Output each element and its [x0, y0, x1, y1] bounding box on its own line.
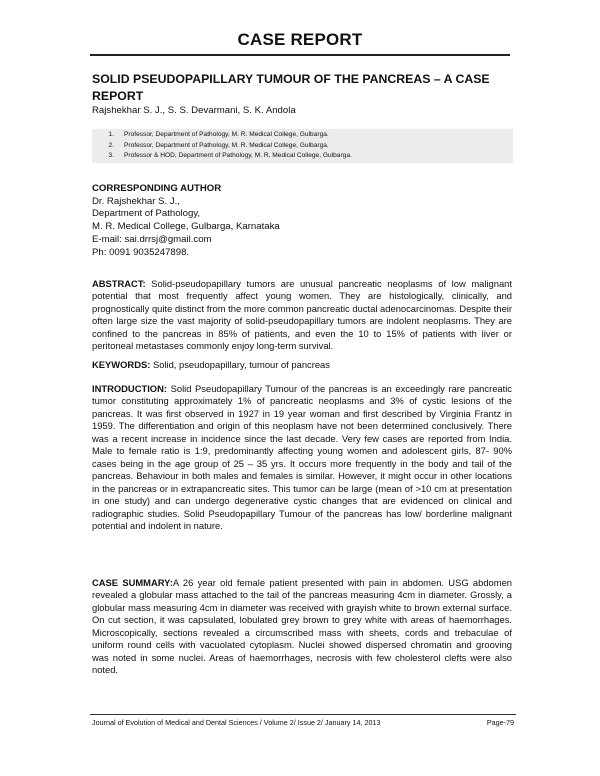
article-title: SOLID PSEUDOPAPILLARY TUMOUR OF THE PANCREAS – A CASE REPORT: [92, 72, 490, 103]
case-summary-paragraph: [92, 577, 512, 677]
case-summary-label: CASE SUMMARY:: [92, 577, 173, 588]
abstract-paragraph: [92, 278, 512, 353]
page-number: Page-79: [486, 718, 514, 727]
affiliation-text: Professor, Department of Pathology, M. R. Medical College, Gulbarga.: [124, 131, 329, 138]
affiliation-number: 2.: [108, 141, 114, 149]
section-header: CASE REPORT: [237, 30, 363, 49]
affiliation-item: [92, 141, 513, 152]
keywords-label: KEYWORDS:: [92, 359, 151, 370]
header-divider: [90, 54, 510, 56]
corresponding-author-block: [92, 183, 280, 259]
abstract-text: Solid-pseudopapillary tumors are unusual pancreatic neoplasms of low malignant potential that most frequently affect young women. They are histologically, clinically, and prognostically quite distinct from the more common pancreatic ductal adenocarcinomas. Despite their often large size the vast majority of solid-pseudopapillary tumors are indolent neoplasms. They are confined to the pancreas in 85% of patients, and even the 10 to 15% of patients with liver or peritoneal metastases commonly enjoy long-term survival.: [92, 278, 512, 352]
affiliation-item: [92, 130, 513, 141]
keywords-text: Solid, pseudopapillary, tumour of pancreas: [150, 359, 330, 370]
introduction-paragraph: [92, 383, 512, 532]
corresponding-author-name: Dr. Rajshekhar S. J.,: [92, 195, 180, 207]
affiliation-text: Professor, Department of Pathology, M. R. Medical College, Gulbarga.: [124, 141, 329, 149]
keywords-paragraph: [92, 359, 512, 371]
introduction-text: Solid Pseudopapillary Tumour of the pancreas is an exceedingly rare pancreatic tumor constituting approximately 1% of pancreatic neoplasms and 3% of cystic lesions of the pancreas. It was first observed in 1927 in 19 year woman and first described by Virginia Frantz in 1959. The differentiation and origin of this neoplasm have not been determined conclusively. There was a recent increase in incidence since the last decade. Very few cases are reported from India. Male to female ratio is 1:9, predominantly affecting young women and adolescent girls, 87- 90% cases being in the age group of 25 – 35 yrs. It occurs more frequently in the body and tail of the pancreas. Behaviour in both males and females is similar. However, it might occur in other locations in the pancreas or in extrapancreatic sites. This tumor can be large (mean of >10 cm at presentation in one study) and can undergo degenerative cystic changes that are evidenced on clinical and radiographic studies. Solid Pseudopapillary Tumour of the pancreas has low/ borderline malignant potential and indolent in nature.: [92, 383, 512, 531]
corresponding-author-institution: M. R. Medical College, Gulbarga, Karnataka: [92, 221, 280, 233]
affiliations-box: [92, 129, 513, 163]
corresponding-author-email: E-mail: sai.drrsj@gmail.com: [92, 233, 212, 245]
footer-journal-citation: Journal of Evolution of Medical and Dental Sciences / Volume 2/ Issue 2/ January 14, 2013: [92, 718, 381, 727]
affiliation-number: 1.: [108, 131, 114, 138]
author-list: Rajshekhar S. J., S. S. Devarmani, S. K. Andola: [92, 105, 296, 116]
abstract-label: ABSTRACT:: [92, 278, 146, 289]
affiliation-number: 3.: [108, 152, 114, 160]
affiliation-text: Professor & HOD, Department of Pathology, M. R. Medical College, Gulbarga.: [124, 152, 352, 160]
corresponding-author-heading: CORRESPONDING AUTHOR: [92, 183, 222, 194]
case-summary-text: A 26 year old female patient presented with pain in abdomen. USG abdomen revealed a globular mass attached to the tail of the pancreas measuring 4cm in diameter. Grossly, a globular mass measuring 4cm in diameter was received with grayish white to brown external surface. On cut section, it was capsulated, lobulated grey brown to grey white with areas of haemorrhages. Microscopically, sections revealed a circumscribed mass with sheets, cords and trebaculae of uniform round cells with vacuolated cytoplasm. Nuclei showed dispersed chromatin and grooving was noted in some nuclei. Areas of haemorrhages, necrosis with few cholesterol clefts were also noted.: [92, 577, 513, 676]
affiliation-item: [92, 151, 513, 162]
corresponding-author-department: Department of Pathology,: [92, 208, 201, 220]
footer-divider: [90, 714, 516, 715]
introduction-label: INTRODUCTION:: [92, 383, 167, 394]
corresponding-author-phone: Ph: 0091 9035247898.: [92, 246, 190, 258]
